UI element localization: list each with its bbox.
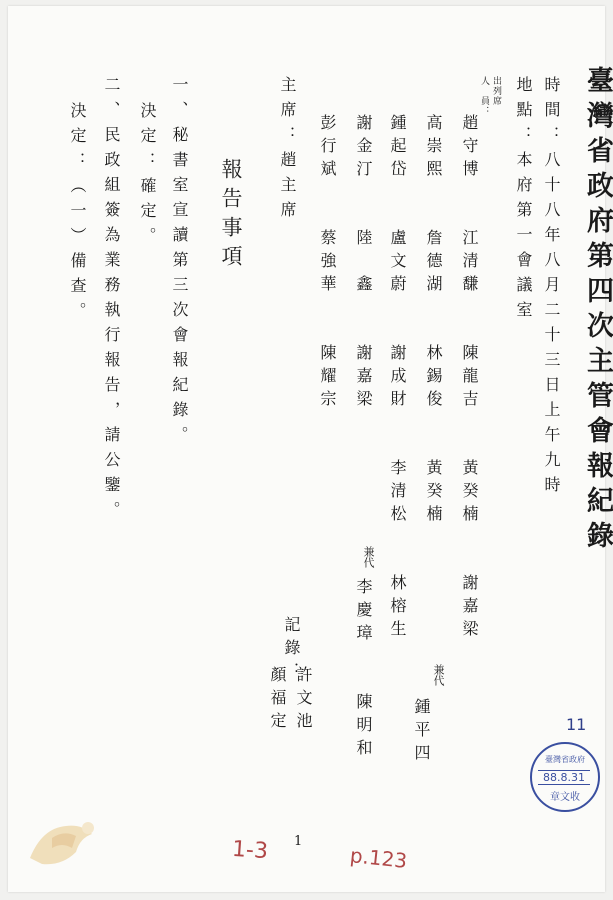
- meeting-time: 時間：八十八年八月二十三日上午九時: [542, 76, 561, 501]
- attendee-column-5: 彭行斌 蔡強華 陳耀宗: [318, 114, 337, 413]
- recorder-label: 記錄：: [282, 616, 301, 685]
- archive-logo-icon: [22, 808, 108, 872]
- proxy-name-1: 鍾平四: [412, 698, 431, 767]
- handwritten-mark-left: 1-3: [231, 836, 269, 865]
- stamp-bottom-text: 章文收: [550, 792, 580, 803]
- item-1: 一、秘書室宣讀第三次會報紀錄。: [170, 76, 189, 451]
- item-2: 二、民政組簽為業務執行報告，請公鑒。: [102, 76, 121, 526]
- item-1-decision: 決定：確定。: [138, 102, 157, 252]
- attendee-column-2: 高崇熙 詹德湖 林錫俊 黃癸楠: [424, 114, 443, 528]
- recorder-name-1: 許文池: [294, 666, 313, 735]
- meeting-place: 地點：本府第一會議室: [514, 76, 533, 326]
- receipt-stamp: [530, 742, 600, 812]
- handwritten-mark-right: p.123: [348, 843, 409, 873]
- attendee-column-3: 鍾起岱 盧文蔚 謝成財 李清松 林榕生: [388, 114, 407, 643]
- document-title: 臺灣省政府第四次主管會報紀錄: [582, 66, 613, 556]
- stamp-top-text: 臺灣省政府: [545, 755, 585, 764]
- document-page: [8, 6, 613, 892]
- page-number: 1: [294, 834, 303, 849]
- item-2-decision: 決定：（一）備查。: [68, 102, 87, 327]
- recorder-name-2: 顏福定: [268, 666, 287, 735]
- handwritten-mark-side: 11: [566, 715, 587, 734]
- section-heading: 報告事項: [219, 158, 243, 274]
- proxy-names-2: 李慶璋 陳明和: [354, 578, 373, 762]
- attendees-label-top: 出列席: [491, 76, 501, 106]
- chair-line: 主席：趙主席: [278, 76, 297, 226]
- attendee-column-1: 趙守博 江清馦 陳龍吉 黃癸楠 謝嘉梁: [460, 114, 479, 643]
- proxy-note-2: 兼代: [362, 546, 375, 568]
- stamp-date: 88.8.31: [538, 770, 590, 785]
- proxy-note-1: 兼代: [432, 664, 445, 686]
- attendees-label-bottom: 人 員：: [479, 76, 489, 116]
- attendee-column-4: 謝金汀 陸 鑫 謝嘉梁: [354, 114, 373, 413]
